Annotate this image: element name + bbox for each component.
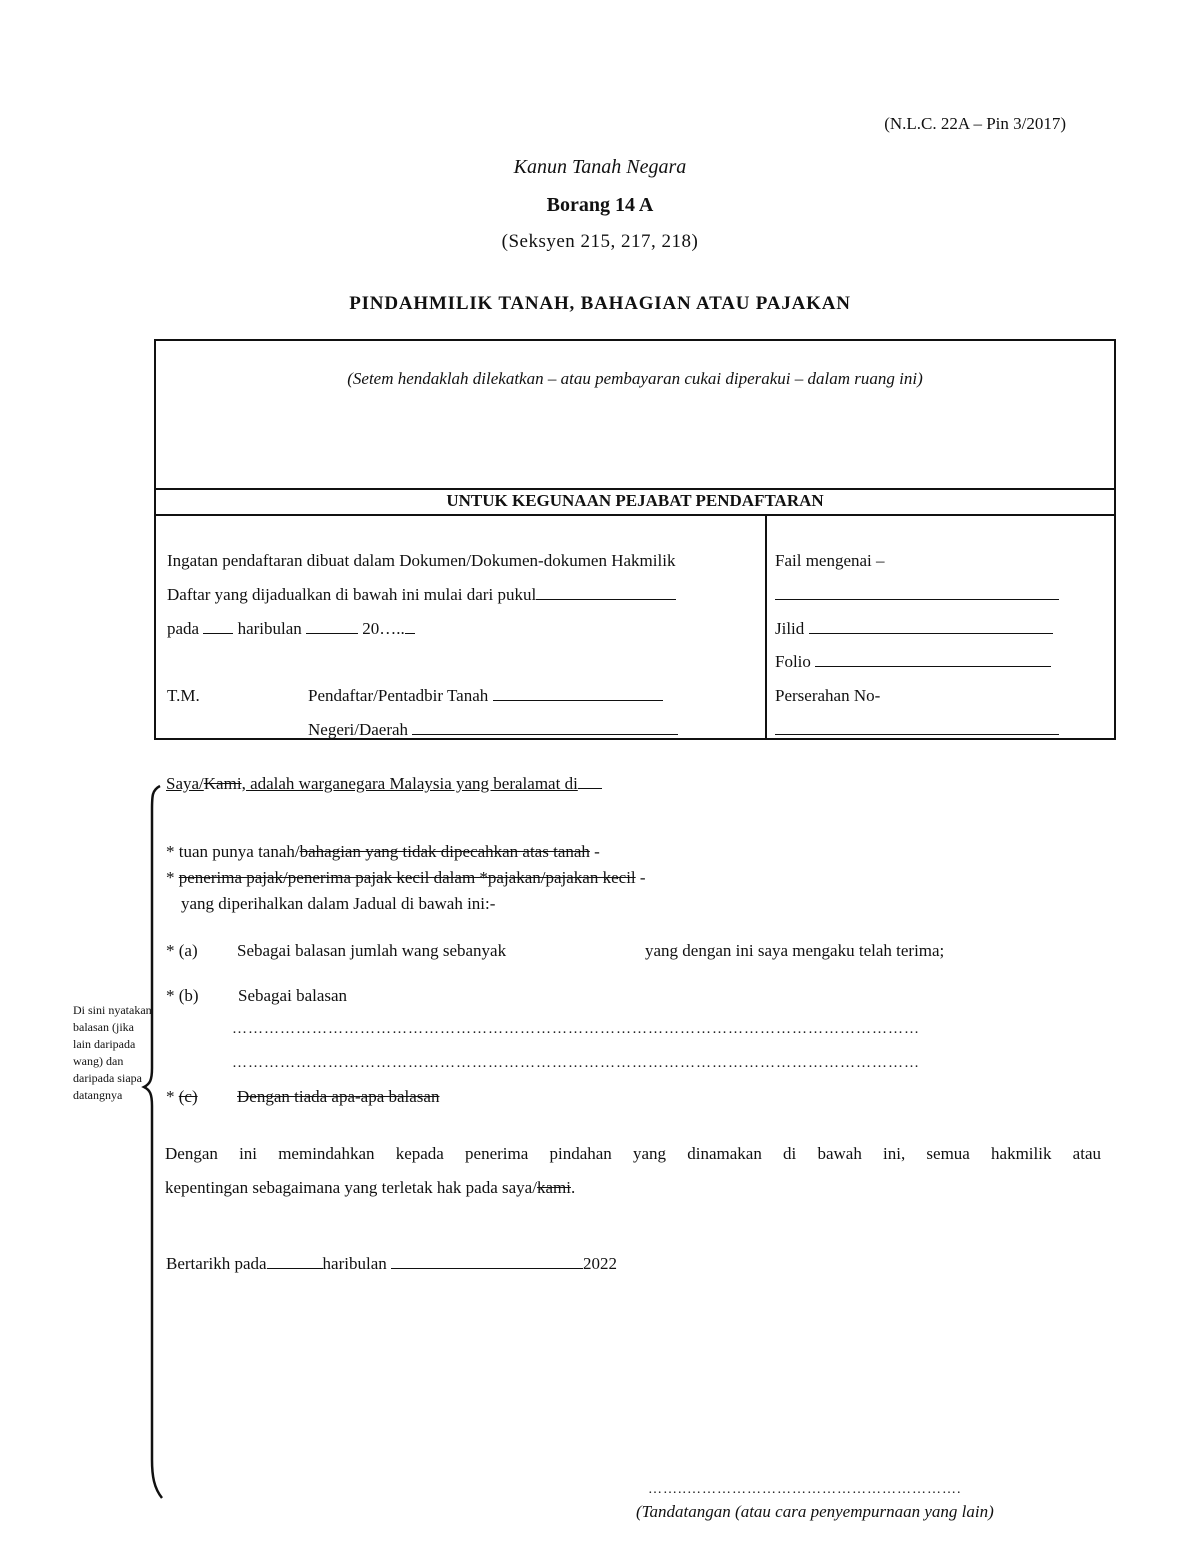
- option-b-text: Sebagai balasan: [238, 986, 348, 1005]
- transfer-line-1: Dengan ini memindahkan kepada penerima pindahan yang dinamakan di bawah ini, semua hakmilik atau: [165, 1144, 1101, 1163]
- owner-dash: -: [589, 842, 600, 861]
- dated-day-field[interactable]: [267, 1254, 323, 1269]
- volume-label: Jilid: [775, 619, 805, 638]
- transfer-line-2-plain: kepentingan sebagaimana yang terletak hak pada saya/: [165, 1178, 537, 1197]
- dated-year: 2022: [583, 1254, 617, 1273]
- registrar-line: [308, 686, 663, 706]
- registry-line-2: [167, 585, 676, 605]
- file-line: [775, 585, 1059, 605]
- intro-line: [166, 774, 602, 794]
- folio-label: Folio: [775, 652, 811, 671]
- owner-prefix: * tuan punya tanah/: [166, 842, 300, 861]
- state-line: [308, 720, 678, 740]
- state-label: Negeri/Daerah: [308, 720, 409, 739]
- file-label: Fail mengenai –: [775, 551, 885, 570]
- registrar-field[interactable]: [493, 686, 663, 701]
- file-field[interactable]: [775, 585, 1059, 600]
- volume-line: [775, 619, 1053, 639]
- transfer-line-2-end: .: [570, 1178, 576, 1197]
- presentation-field[interactable]: [775, 720, 1059, 735]
- owner-struck: bahagian yang tidak dipecahkan atas tanah: [299, 842, 590, 861]
- option-c-struck-label: (c): [178, 1087, 198, 1106]
- signature-line[interactable]: ……..……………………………………………….: [648, 1482, 962, 1497]
- registry-box: [154, 339, 1116, 740]
- registry-line-2-text: Daftar yang dijadualkan di bawah ini mulai dari pukul: [167, 585, 537, 604]
- registry-heading: UNTUK KEGUNAAN PEJABAT PENDAFTARAN: [156, 488, 1114, 516]
- lessee-dash: -: [635, 868, 646, 887]
- dated-label: Bertarikh pada: [166, 1254, 267, 1273]
- day-month-label: haribulan: [237, 619, 302, 638]
- address-field[interactable]: [578, 774, 602, 789]
- transfer-line-2: [165, 1178, 575, 1197]
- lessee-prefix: *: [166, 868, 179, 887]
- folio-line: [775, 652, 1051, 672]
- transfer-paragraph: [165, 1137, 1101, 1205]
- lessee-line: [166, 868, 646, 888]
- intro-struck: Kami: [203, 774, 242, 793]
- month-field[interactable]: [306, 619, 358, 634]
- stamp-note: (Setem hendaklah dilekatkan – atau pembayaran cukai diperakui – dalam ruang ini): [347, 369, 923, 388]
- intro-plain: Saya/: [166, 774, 204, 793]
- day-field[interactable]: [203, 619, 233, 634]
- dated-month-field[interactable]: [391, 1254, 583, 1269]
- year-field[interactable]: [405, 619, 415, 634]
- on-label: pada: [167, 619, 200, 638]
- state-field[interactable]: [412, 720, 678, 735]
- sections-reference: (Seksyen 215, 217, 218): [501, 231, 699, 252]
- registrar-label: Pendaftar/Pentadbir Tanah: [308, 686, 489, 705]
- registry-line-3: [167, 619, 415, 639]
- option-c-text: Dengan tiada apa-apa balasan: [237, 1087, 440, 1106]
- presentation-line: [775, 720, 1059, 740]
- page-title: PINDAHMILIK TANAH, BAHAGIAN ATAU PAJAKAN: [349, 293, 851, 314]
- year-prefix: 20…..: [362, 619, 405, 638]
- form-number: Borang 14 A: [546, 194, 654, 216]
- left-brace: [140, 780, 164, 1504]
- registry-line-1: Ingatan pendaftaran dibuat dalam Dokumen/Dokumen-dokumen Hakmilik: [167, 551, 676, 570]
- option-b-label: * (b): [166, 986, 199, 1005]
- column-divider: [765, 516, 767, 738]
- option-a-text-2: yang dengan ini saya mengaku telah terima;: [645, 941, 945, 960]
- tm-label: T.M.: [167, 686, 200, 705]
- owner-line: [166, 842, 600, 862]
- consideration-line-1[interactable]: …………………………………………………………………………………………………………………: [232, 1021, 920, 1037]
- dated-month-label: haribulan: [322, 1254, 387, 1273]
- act-name: Kanun Tanah Negara: [513, 156, 687, 178]
- stamp-area: [156, 341, 1114, 490]
- option-a-label: * (a): [166, 941, 198, 960]
- option-c-star: *: [166, 1087, 179, 1106]
- folio-field[interactable]: [815, 652, 1051, 667]
- transfer-line-2-struck: kami: [536, 1178, 571, 1197]
- lessee-struck: penerima pajak/penerima pajak kecil dalam *pajakan/pajakan kecil: [178, 868, 636, 887]
- time-field[interactable]: [536, 585, 676, 600]
- dated-line: [166, 1254, 617, 1274]
- signature-label: (Tandatangan (atau cara penyempurnaan yang lain): [636, 1502, 994, 1521]
- option-a-text: Sebagai balasan jumlah wang sebanyak: [237, 941, 507, 960]
- option-c-label: [166, 1087, 198, 1107]
- form-reference: (N.L.C. 22A – Pin 3/2017): [884, 114, 1066, 133]
- side-note: Di sini nyatakan balasan (jika lain daripada wang) dan daripada siapa datangnya: [73, 1003, 152, 1102]
- consideration-line-2[interactable]: …………………………………………………………………………………………………………………: [232, 1055, 920, 1071]
- presentation-label: Perserahan No-: [775, 686, 881, 705]
- intro-rest: , adalah warganegara Malaysia yang beralamat di: [241, 774, 578, 793]
- schedule-line: yang diperihalkan dalam Jadual di bawah ini:-: [181, 894, 496, 913]
- volume-field[interactable]: [809, 619, 1053, 634]
